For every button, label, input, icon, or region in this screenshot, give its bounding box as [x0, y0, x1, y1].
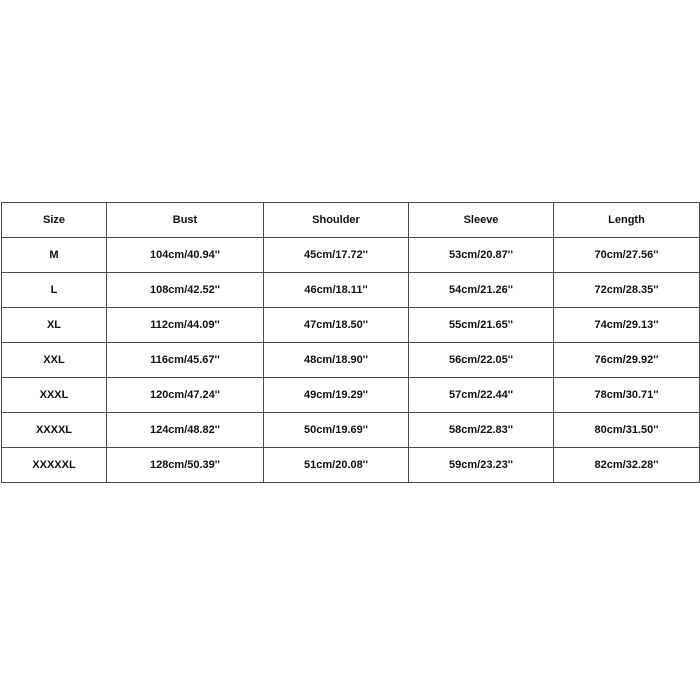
length-cell: 72cm/28.35'': [554, 273, 700, 308]
shoulder-cell: 47cm/18.50'': [264, 308, 409, 343]
shoulder-cell: 48cm/18.90'': [264, 343, 409, 378]
shoulder-cell: 46cm/18.11'': [264, 273, 409, 308]
size-cell: XXXL: [2, 378, 107, 413]
length-cell: 78cm/30.71'': [554, 378, 700, 413]
bust-cell: 112cm/44.09'': [107, 308, 264, 343]
length-cell: 82cm/32.28'': [554, 448, 700, 483]
header-shoulder: Shoulder: [264, 203, 409, 238]
header-bust: Bust: [107, 203, 264, 238]
sleeve-cell: 55cm/21.65'': [409, 308, 554, 343]
header-length: Length: [554, 203, 700, 238]
table-row: [2, 238, 700, 273]
size-cell: XXXXL: [2, 413, 107, 448]
header-sleeve: Sleeve: [409, 203, 554, 238]
size-chart-header: [2, 203, 700, 238]
bust-cell: 128cm/50.39'': [107, 448, 264, 483]
shoulder-cell: 51cm/20.08'': [264, 448, 409, 483]
bust-cell: 108cm/42.52'': [107, 273, 264, 308]
shoulder-cell: 50cm/19.69'': [264, 413, 409, 448]
table-row: [2, 308, 700, 343]
sleeve-cell: 58cm/22.83'': [409, 413, 554, 448]
bust-cell: 124cm/48.82'': [107, 413, 264, 448]
length-cell: 80cm/31.50'': [554, 413, 700, 448]
shoulder-cell: 49cm/19.29'': [264, 378, 409, 413]
table-row: [2, 413, 700, 448]
bust-cell: 120cm/47.24'': [107, 378, 264, 413]
bust-cell: 116cm/45.67'': [107, 343, 264, 378]
sleeve-cell: 56cm/22.05'': [409, 343, 554, 378]
shoulder-cell: 45cm/17.72'': [264, 238, 409, 273]
length-cell: 70cm/27.56'': [554, 238, 700, 273]
table-row: [2, 273, 700, 308]
table-row: [2, 343, 700, 378]
table-row: [2, 378, 700, 413]
size-cell: XXXXXL: [2, 448, 107, 483]
bust-cell: 104cm/40.94'': [107, 238, 264, 273]
size-chart-table: [1, 202, 700, 483]
sleeve-cell: 54cm/21.26'': [409, 273, 554, 308]
size-cell: L: [2, 273, 107, 308]
header-row: [2, 203, 700, 238]
sleeve-cell: 59cm/23.23'': [409, 448, 554, 483]
size-cell: XL: [2, 308, 107, 343]
sleeve-cell: 53cm/20.87'': [409, 238, 554, 273]
header-size: Size: [2, 203, 107, 238]
length-cell: 76cm/29.92'': [554, 343, 700, 378]
sleeve-cell: 57cm/22.44'': [409, 378, 554, 413]
length-cell: 74cm/29.13'': [554, 308, 700, 343]
table-row: [2, 448, 700, 483]
size-cell: M: [2, 238, 107, 273]
size-cell: XXL: [2, 343, 107, 378]
size-chart-body: [2, 238, 700, 483]
